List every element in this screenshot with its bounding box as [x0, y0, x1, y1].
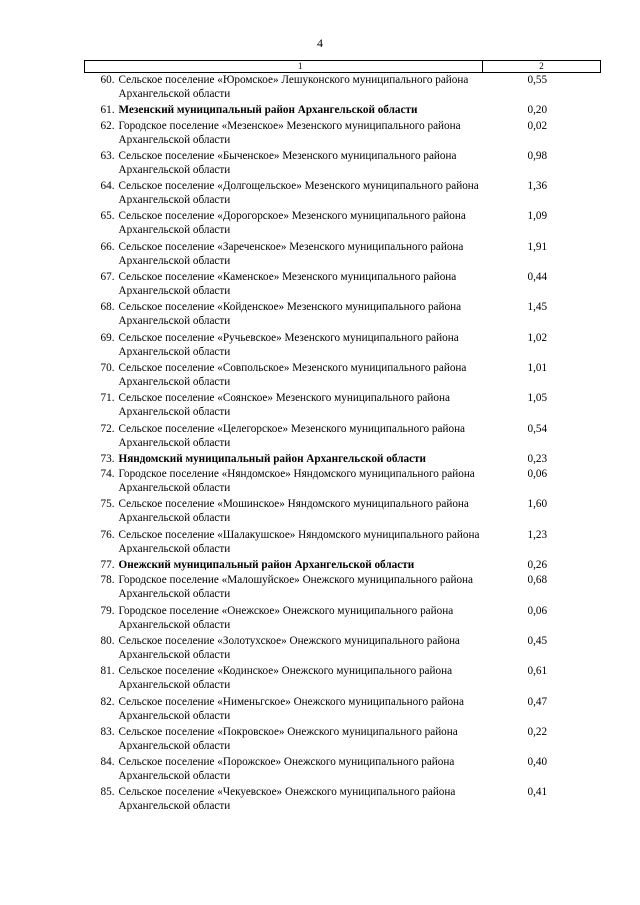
row-number: 62.: [100, 119, 115, 132]
row-name: Няндомский муниципальный район Архангельской области: [118, 452, 426, 465]
row-name: Сельское поселение «Золотухское» Онежского муниципального района Архангельской области: [118, 634, 460, 661]
row-name: Сельское поселение «Чекуевское» Онежского муниципального района Архангельской области: [118, 786, 456, 813]
row-value: 1,09: [527, 210, 548, 223]
table-row: [85, 695, 601, 725]
row-value: 1,91: [527, 240, 548, 253]
row-value: 1,05: [527, 392, 548, 405]
row-name: Сельское поселение «Койденское» Мезенского муниципального района Архангельской области: [118, 301, 462, 328]
row-value: 0,44: [527, 271, 548, 284]
row-number: 63.: [100, 149, 115, 162]
row-number: 64.: [100, 180, 115, 193]
settlements-table: [84, 60, 601, 816]
table-row: [85, 331, 601, 361]
row-number: 67.: [100, 271, 115, 284]
table-row: [85, 452, 601, 467]
header-col-2: 2: [483, 61, 601, 73]
row-name: Сельское поселение «Быченское» Мезенского муниципального района Архангельской области: [118, 149, 457, 176]
row-number: 82.: [100, 695, 115, 708]
table-row: [85, 725, 601, 755]
row-value: 0,02: [527, 119, 548, 132]
row-value: 0,20: [527, 104, 548, 117]
table-row: [85, 467, 601, 497]
table-row: [85, 179, 601, 209]
row-value: 1,36: [527, 180, 548, 193]
page-number: 4: [317, 36, 323, 50]
row-name: Сельское поселение «Целегорское» Мезенского муниципального района Архангельской области: [118, 422, 466, 449]
row-number: 71.: [100, 392, 115, 405]
row-value: 0,06: [527, 468, 548, 481]
table-row: [85, 73, 601, 104]
row-number: 60.: [100, 74, 115, 86]
row-value: 0,06: [527, 604, 548, 617]
row-number: 83.: [100, 725, 115, 738]
table-row: [85, 149, 601, 179]
row-name: Сельское поселение «Ручьевское» Мезенского муниципального района Архангельской области: [118, 331, 459, 358]
row-number: 61.: [100, 104, 115, 117]
row-number: 85.: [100, 786, 115, 799]
table-row: [85, 270, 601, 300]
row-name: Сельское поселение «Юромское» Лешуконского муниципального района Архангельской области: [118, 74, 469, 100]
row-name: Сельское поселение «Кодинское» Онежского муниципального района Архангельской области: [118, 665, 453, 692]
row-value: 0,40: [527, 756, 548, 769]
row-number: 78.: [100, 574, 115, 587]
table-row: [85, 391, 601, 421]
row-number: 81.: [100, 665, 115, 678]
row-value: 1,01: [527, 361, 548, 374]
table-row: [85, 361, 601, 391]
table-row: [85, 209, 601, 239]
row-value: 0,55: [527, 74, 548, 86]
row-name: Сельское поселение «Совпольское» Мезенского муниципального района Архангельской области: [118, 361, 467, 388]
table-row: [85, 755, 601, 785]
row-value: 0,22: [527, 725, 548, 738]
table-row: [85, 103, 601, 118]
row-name: Сельское поселение «Порожское» Онежского муниципального района Архангельской области: [118, 756, 455, 783]
row-name: Городское поселение «Малошуйское» Онежского муниципального района Архангельской области: [118, 574, 473, 601]
table-row: [85, 422, 601, 452]
table-row: [85, 785, 601, 815]
row-number: 79.: [100, 604, 115, 617]
row-number: 76.: [100, 528, 115, 541]
row-number: 72.: [100, 422, 115, 435]
row-number: 80.: [100, 634, 115, 647]
row-name: Городское поселение «Няндомское» Няндомского муниципального района Архангельской области: [118, 468, 475, 495]
row-value: 1,02: [527, 331, 548, 344]
table-row: [85, 604, 601, 634]
table-row: [85, 240, 601, 270]
row-name: Сельское поселение «Шалакушское» Няндомского муниципального района Архангельской области: [118, 528, 480, 555]
table-header-row: [85, 61, 601, 73]
row-value: 1,23: [527, 528, 548, 541]
row-name: Сельское поселение «Зареченское» Мезенского муниципального района Архангельской области: [118, 240, 464, 267]
row-value: 0,23: [527, 452, 548, 465]
row-value: 0,68: [527, 574, 548, 587]
row-name: Сельское поселение «Долгощельское» Мезенского муниципального района Архангельской области: [118, 180, 479, 207]
table-row: [85, 664, 601, 694]
header-col-1: 1: [119, 61, 483, 73]
header-blank: [85, 61, 119, 73]
row-value: 0,47: [527, 695, 548, 708]
row-number: 74.: [100, 468, 115, 481]
row-number: 69.: [100, 331, 115, 344]
row-name: Городское поселение «Мезенское» Мезенского муниципального района Архангельской области: [118, 119, 461, 146]
row-number: 70.: [100, 361, 115, 374]
row-value: 0,54: [527, 422, 548, 435]
table-row: [85, 300, 601, 330]
row-number: 68.: [100, 301, 115, 314]
row-name: Онежский муниципальный район Архангельской области: [118, 559, 415, 572]
row-name: Мезенский муниципальный район Архангельской области: [118, 104, 418, 117]
row-value: 0,41: [527, 786, 548, 799]
row-value: 1,45: [527, 301, 548, 314]
row-value: 0,98: [527, 149, 548, 162]
table-row: [85, 634, 601, 664]
row-number: 73.: [100, 452, 115, 465]
row-value: 0,61: [527, 665, 548, 678]
row-value: 1,60: [527, 498, 548, 511]
table-row: [85, 558, 601, 573]
row-number: 77.: [100, 559, 115, 572]
row-name: Сельское поселение «Нименьгское» Онежского муниципального района Архангельской области: [118, 695, 465, 722]
row-value: 0,45: [527, 634, 548, 647]
table-row: [85, 573, 601, 603]
row-number: 75.: [100, 498, 115, 511]
table-row: [85, 528, 601, 558]
row-number: 65.: [100, 210, 115, 223]
table-row: [85, 119, 601, 149]
row-value: 0,26: [527, 559, 548, 572]
row-name: Городское поселение «Онежское» Онежского муниципального района Архангельской области: [118, 604, 454, 631]
row-name: Сельское поселение «Покровское» Онежского муниципального района Архангельской области: [118, 725, 458, 752]
table-row: [85, 497, 601, 527]
row-name: Сельское поселение «Каменское» Мезенского муниципального района Архангельской области: [118, 271, 457, 298]
row-number: 66.: [100, 240, 115, 253]
row-name: Сельское поселение «Соянское» Мезенского муниципального района Архангельской области: [118, 392, 450, 419]
row-name: Сельское поселение «Мошинское» Няндомского муниципального района Архангельской области: [118, 498, 469, 525]
row-number: 84.: [100, 756, 115, 769]
row-name: Сельское поселение «Дорогорское» Мезенского муниципального района Архангельской области: [118, 210, 466, 237]
